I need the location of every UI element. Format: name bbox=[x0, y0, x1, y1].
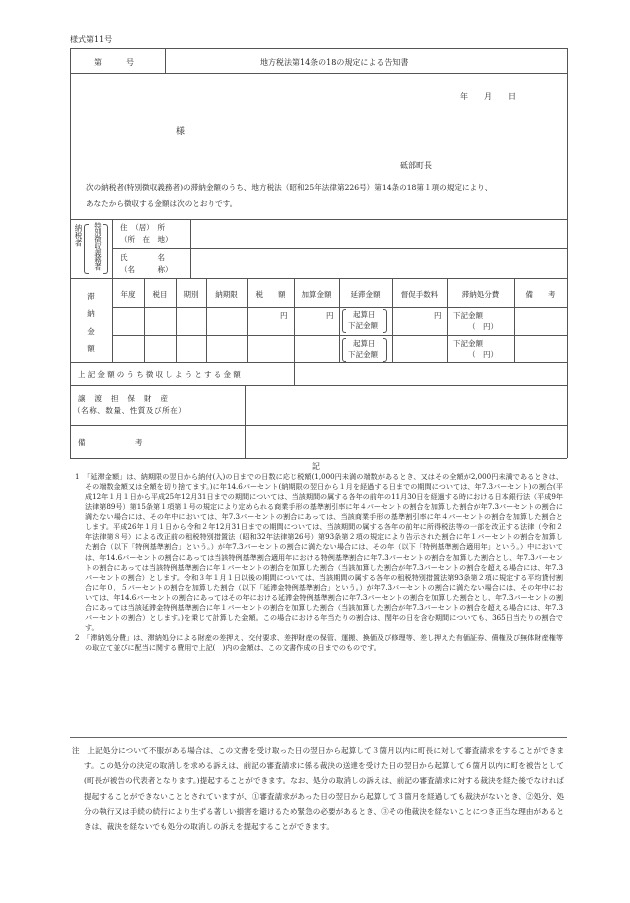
entity-name-label: （名 称） bbox=[120, 265, 173, 274]
start-date-label: 起算日 bbox=[353, 310, 376, 319]
column-header: 延滞金額 bbox=[350, 290, 381, 299]
transfer-property-label: 譲渡担保財産 bbox=[78, 394, 177, 403]
note-1-number: 1 bbox=[75, 472, 80, 481]
collect-amount-label: 上記金額のうち徴収しようとする金額 bbox=[78, 370, 243, 379]
notes-title: 記 bbox=[312, 462, 320, 471]
column-header: 備 考 bbox=[525, 290, 556, 299]
addressee-suffix: 様 bbox=[176, 127, 186, 137]
name-label: 氏 名 bbox=[120, 253, 165, 262]
column-header: 税目 bbox=[152, 290, 168, 299]
note-2-text: 「滞納処分費」は、滞納処分による財産の差押え、交付要求、差押財産の保管、運搬、換価及び修理等、差し押えた有価証券、債権及び無体財産権等の取立て並びに配当に関する費用で上記( )内の金額は、この文書作成の日までのものです。 bbox=[85, 633, 563, 653]
issuer-name: 砥部町長 bbox=[400, 161, 432, 170]
date-label: 年 月 日 bbox=[460, 92, 516, 101]
dunning-fee-yen: 円 bbox=[434, 311, 442, 320]
transfer-property-sub: （名称、数量、性質及び所在） bbox=[73, 406, 187, 415]
column-header: 年度 bbox=[120, 290, 136, 299]
column-header: 期別 bbox=[183, 290, 199, 299]
address-label: 住 （居） 所 bbox=[120, 223, 165, 232]
note-1-text: 「延滞金額」は、納期限の翌日から納付(入)の日までの日数に応じ税額(1,000円未満の端数があるとき、又はその全額が2,000円未満であるときは、その端数金額又は全額を切り捨てます。)に年14.6パーセント(納期限の翌日から１月を経過する日までの期間については、年7.3パーセント)の割合(平成12年１月１日から平成25年12月31日までの期間については、当該期間の属する各年の前年の11月30日を経過する時における日本銀行法（平成9年法律第89号）第15条第１項第１号の規定により定められる商業手形の基準割引率に年４パーセントの割合を加算した割合が年7.3パーセントの割合に満たない場合には、その年中においては、年7.3パーセントの割合にあっては、当該商業手形の基準割引率に年４パーセントの割合を加算した割合とします。平成26年１月１日から令和２年12月31日までの期間については、当該期間の属する各年の前年に所得税法等の一部を改正する法律（令和２年法律第８号）による改正前の租税特別措置法（昭和32年法律第26号）第93条第２項の規定により告示された割合に年１パーセントの割合を加算した割合（以下「特例基準割合」という。）が年7.3パーセントの割合に満たない場合には、その年（以下「特例基準割合適用年」という。）中においては、年14.6パーセントの割合にあっては当該特例基準割合適用年における特例基準割合に年7.3パーセントの割合を加算した割合とし、年7.3パーセントの割合にあっては当該特例基準割合に年１パーセントの割合を加算した割合（当該加算した割合が年7.3パーセントの割合を超える場合には、年7.3パーセントの割合）とします。令和３年１月１日以後の期間については、当該期間の属する各年の租税特別措置法第93条第２項に規定する平均貸付割合に年０．５パーセントの割合を加算した割合（以下「延滞金特例基準割合」という。）が年7.3パーセントの割合に満たない場合には、その年中においては、年14.6パーセントの割合にあってはその年における延滞金特例基準割合に年7.3パーセントの割合を加算した割合とし、年7.3パーセントの割合にあっては当該延滞金特例基準割合に年１パーセントの割合を加算した割合（当該加算した割合が年7.3パーセントの割合を超える場合には、年7.3パーセントの割合）とします。)を乗じて計算した金額。この場合における年当たりの割合は、閏年の日を含む期間についても、365日当たりの割合です。 bbox=[85, 472, 563, 632]
appeal-notice-text: 注 上記処分について不服がある場合は、この文書を受け取った日の翌日から起算して３箇月以内に町長に対して審査請求をすることができます。この処分の決定の取消しを求める訴えは、前記の審査請求に係る裁決の送達を受けた日の翌日から起算して６箇月以内に町を被告として(町長が被告の代表者となります。)提起することができます。なお、処分の取消しの訴えは、前記の審査請求に対する裁決を経た後でなければ提起することができないこととされていますが、①審査請求があった日の翌日から起算して３箇月を経過しても裁決がないとき、②処分、処分の執行又は手続の続行により生ずる著しい損害を避けるため緊急の必要があるとき、③その他裁決を経ないことにつき正当な理由があるときは、裁決を経ないでも処分の取消しの訴えを提起することができます。 bbox=[72, 746, 564, 831]
below-amount-label: 下記金額 bbox=[348, 321, 378, 330]
number-label: 第 号 bbox=[94, 58, 134, 67]
note-2-number: 2 bbox=[75, 633, 80, 642]
intro-line-2: あなたから徴収する金額は次のとおりです。 bbox=[86, 199, 238, 208]
column-header: 督促手数料 bbox=[400, 290, 439, 299]
divider bbox=[70, 737, 567, 738]
taxpayer-label: 納税者 bbox=[74, 224, 83, 247]
disposal-cost-label: 下記金額 bbox=[453, 311, 483, 320]
start-date-label: 起算日 bbox=[353, 339, 376, 348]
additional-amount-yen: 円 bbox=[326, 311, 334, 320]
notes-block bbox=[75, 472, 563, 653]
special-collector-label: 特別徴収義務者 bbox=[94, 222, 103, 271]
document-title: 地方税法第14条の18の規定による告知書 bbox=[260, 58, 409, 67]
disposal-cost-label: 下記金額 bbox=[453, 339, 483, 348]
column-header: 加算金額 bbox=[301, 290, 332, 299]
disposal-cost-yen: （ 円） bbox=[468, 350, 498, 359]
appeal-notice bbox=[72, 743, 564, 834]
column-header: 税 額 bbox=[255, 290, 286, 299]
tax-amount-yen: 円 bbox=[280, 311, 288, 320]
disposal-cost-yen: （ 円） bbox=[468, 322, 498, 331]
column-header: 納期限 bbox=[215, 290, 238, 299]
column-header: 滞納処分費 bbox=[461, 290, 500, 299]
location-label: （所 在 地） bbox=[120, 235, 173, 244]
form-number: 様式第11号 bbox=[70, 35, 113, 44]
intro-line-1: 次の納税者(特別徴収義務者)の滞納金額のうち、地方税法（昭和25年法律第226号）第14条の18第１項の規定により、 bbox=[86, 183, 493, 192]
remarks-label: 備 考 bbox=[78, 438, 145, 447]
arrears-row-label: 滞納金額 bbox=[87, 292, 95, 353]
below-amount-label: 下記金額 bbox=[348, 350, 378, 359]
